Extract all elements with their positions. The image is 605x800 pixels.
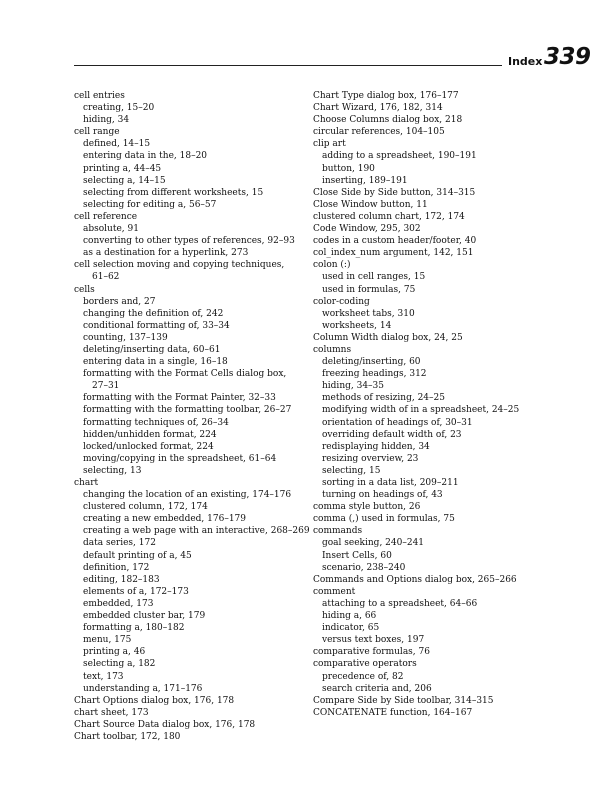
index-subentry: text, 173 xyxy=(83,671,124,682)
index-entry: chart xyxy=(74,478,99,488)
index-entry: col_index_num argument, 142, 151 xyxy=(313,248,474,259)
index-subentry: changing the location of an existing, 174–176 xyxy=(83,490,292,501)
index-subentry: Insert Cells, 60 xyxy=(322,550,392,561)
index-subentry: formatting with the Format Painter, 32–33 xyxy=(83,393,276,404)
index-subentry: absolute, 91 xyxy=(83,224,139,235)
index-subentry: resizing overview, 23 xyxy=(322,453,419,464)
index-subentry: indicator, 65 xyxy=(322,623,380,634)
index-entry: cell range xyxy=(74,127,120,138)
index-entry: commands xyxy=(313,526,363,537)
index-subentry: definition, 172 xyxy=(83,562,150,573)
index-subentry: formatting with the formatting toolbar, 26–27 xyxy=(83,405,292,416)
index-subentry: as a destination for a hyperlink, 273 xyxy=(83,248,249,259)
index-subentry: menu, 175 xyxy=(83,635,132,646)
index-subentry: counting, 137–139 xyxy=(83,332,168,343)
index-entry: Commands and Options dialog box, 265–266 xyxy=(313,574,517,585)
index-entry: Chart toolbar, 172, 180 xyxy=(74,731,181,742)
index-subentry: converting to other types of references, 92–93 xyxy=(83,236,295,247)
index-entry: cell entries xyxy=(74,91,125,101)
index-subentry: inserting, 189–191 xyxy=(322,175,408,186)
index-subentry: printing a, 46 xyxy=(83,647,146,658)
index-entry: clustered column chart, 172, 174 xyxy=(313,211,465,222)
index-subentry: worksheet tabs, 310 xyxy=(322,308,415,319)
index-subentry: formatting with the Format Cells dialog box, xyxy=(83,369,287,380)
index-subentry: changing the definition of, 242 xyxy=(83,308,224,319)
index-subentry: defined, 14–15 xyxy=(83,139,151,150)
index-subentry: understanding a, 171–176 xyxy=(83,683,203,694)
index-subentry: scenario, 238–240 xyxy=(322,562,406,573)
index-entry-continuation: 27–31 xyxy=(92,381,120,392)
index-subentry: selecting a, 182 xyxy=(83,659,156,670)
index-subentry: redisplaying hidden, 34 xyxy=(322,441,430,452)
index-subentry: hiding, 34 xyxy=(83,115,130,126)
index-subentry: attaching to a spreadsheet, 64–66 xyxy=(322,598,478,609)
index-subentry: turning on headings of, 43 xyxy=(322,490,443,501)
header-rule xyxy=(74,65,502,66)
index-subentry: hiding a, 66 xyxy=(322,611,377,622)
index-subentry: overriding default width of, 23 xyxy=(322,429,462,440)
index-subentry: modifying width of in a spreadsheet, 24–25 xyxy=(322,405,520,416)
index-subentry: embedded, 173 xyxy=(83,598,154,609)
index-subentry: methods of resizing, 24–25 xyxy=(322,393,445,404)
index-subentry: selecting a, 14–15 xyxy=(83,175,166,186)
page-number: 339 xyxy=(544,44,591,70)
index-entry: cell reference xyxy=(74,211,138,222)
index-entry: cells xyxy=(74,284,95,295)
index-subentry: hiding, 34–35 xyxy=(322,381,384,392)
index-subentry: data series, 172 xyxy=(83,538,156,549)
index-subentry: versus text boxes, 197 xyxy=(322,635,425,646)
index-entry-continuation: 61–62 xyxy=(92,272,120,283)
index-entry: Code Window, 295, 302 xyxy=(313,224,421,235)
index-entry: cell selection moving and copying techniques, xyxy=(74,260,285,271)
index-subentry: creating a web page with an interactive, 268–269 xyxy=(83,526,310,537)
index-entry: CONCATENATE function, 164–167 xyxy=(313,707,473,718)
index-subentry: creating, 15–20 xyxy=(83,103,155,114)
index-subentry: goal seeking, 240–241 xyxy=(322,538,425,549)
index-entry: Choose Columns dialog box, 218 xyxy=(313,115,463,126)
index-entry: Chart Wizard, 176, 182, 314 xyxy=(313,103,443,114)
index-subentry: printing a, 44–45 xyxy=(83,163,162,174)
index-subentry: creating a new embedded, 176–179 xyxy=(83,514,246,525)
index-subentry: clustered column, 172, 174 xyxy=(83,502,208,513)
index-subentry: entering data in a single, 16–18 xyxy=(83,357,228,368)
index-subentry: precedence of, 82 xyxy=(322,671,404,682)
index-subentry: formatting a, 180–182 xyxy=(83,623,185,634)
index-subentry: deleting/inserting data, 60–61 xyxy=(83,344,221,355)
index-entry: comparative formulas, 76 xyxy=(313,647,430,658)
index-subentry: locked/unlocked format, 224 xyxy=(83,441,214,452)
index-subentry: sorting in a data list, 209–211 xyxy=(322,478,459,488)
index-subentry: editing, 182–183 xyxy=(83,574,160,585)
index-subentry: worksheets, 14 xyxy=(322,320,392,331)
index-subentry: moving/copying in the spreadsheet, 61–64 xyxy=(83,453,277,464)
index-subentry: used in formulas, 75 xyxy=(322,284,416,295)
index-subentry: orientation of headings of, 30–31 xyxy=(322,417,473,428)
index-entry: Compare Side by Side toolbar, 314–315 xyxy=(313,695,494,706)
index-column-left xyxy=(74,90,310,743)
index-entry: Chart Options dialog box, 176, 178 xyxy=(74,695,235,706)
index-subentry: used in cell ranges, 15 xyxy=(322,272,426,283)
index-subentry: deleting/inserting, 60 xyxy=(322,357,421,368)
index-entry: Close Window button, 11 xyxy=(313,199,428,210)
index-subentry: search criteria and, 206 xyxy=(322,683,432,694)
index-entry: Chart Type dialog box, 176–177 xyxy=(313,91,459,101)
index-subentry: hidden/unhidden format, 224 xyxy=(83,429,217,440)
index-subentry: entering data in the, 18–20 xyxy=(83,151,208,162)
index-entry: Close Side by Side button, 314–315 xyxy=(313,187,476,198)
index-subentry: adding to a spreadsheet, 190–191 xyxy=(322,151,477,162)
index-entry: comment xyxy=(313,586,356,597)
index-subentry: embedded cluster bar, 179 xyxy=(83,611,206,622)
index-entry: comma style button, 26 xyxy=(313,502,421,513)
index-entry: comma (,) used in formulas, 75 xyxy=(313,514,455,525)
section-label: Index xyxy=(508,55,543,68)
index-subentry: selecting for editing a, 56–57 xyxy=(83,199,217,210)
index-subentry: freezing headings, 312 xyxy=(322,369,427,380)
index-subentry: selecting, 15 xyxy=(322,465,381,476)
index-subentry: selecting from different worksheets, 15 xyxy=(83,187,264,198)
index-entry: colon (:) xyxy=(313,260,351,271)
index-entry: color-coding xyxy=(313,296,370,307)
index-entry: chart sheet, 173 xyxy=(74,707,149,718)
index-subentry: selecting, 13 xyxy=(83,465,142,476)
index-entry: Chart Source Data dialog box, 176, 178 xyxy=(74,719,256,730)
index-entry: circular references, 104–105 xyxy=(313,127,445,138)
index-subentry: conditional formatting of, 33–34 xyxy=(83,320,230,331)
index-entry: Column Width dialog box, 24, 25 xyxy=(313,332,463,343)
index-column-right xyxy=(313,90,543,719)
index-subentry: elements of a, 172–173 xyxy=(83,586,189,597)
index-subentry: formatting techniques of, 26–34 xyxy=(83,417,229,428)
index-entry: clip art xyxy=(313,139,346,150)
index-subentry: button, 190 xyxy=(322,163,375,174)
index-entry: comparative operators xyxy=(313,659,417,670)
index-entry: codes in a custom header/footer, 40 xyxy=(313,236,477,247)
index-entry: columns xyxy=(313,344,352,355)
page-header xyxy=(74,44,591,76)
index-subentry: borders and, 27 xyxy=(83,296,156,307)
index-subentry: default printing of a, 45 xyxy=(83,550,192,561)
